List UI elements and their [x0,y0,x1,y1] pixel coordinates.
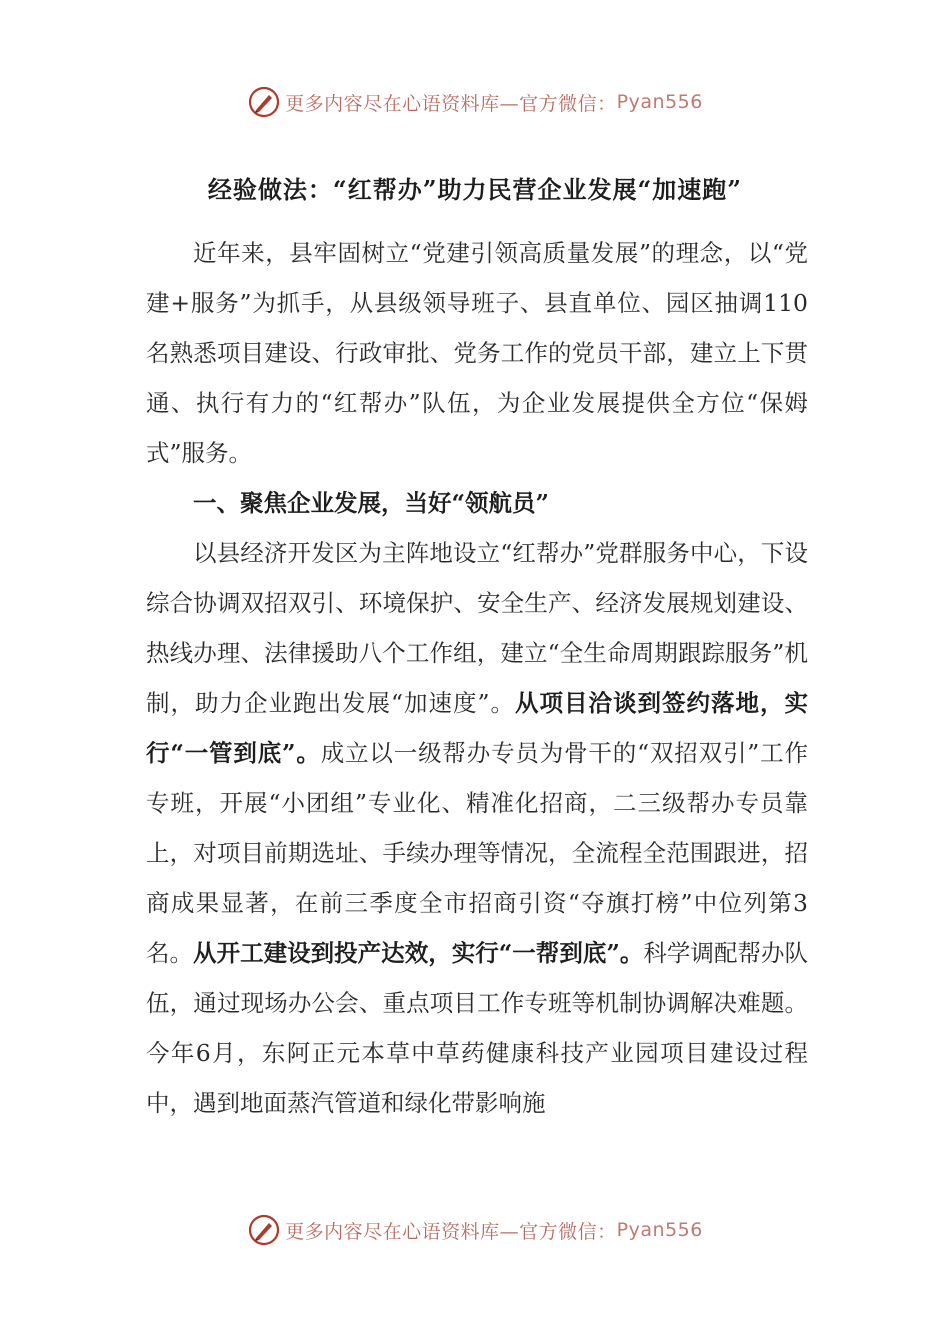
section-1-text-1: 以县经济开发区为主阵地设立“红帮办”党群服务中心，下设综合协调双招双引、环境保护、安全生产、经济发展规划建设、热线办理、法律援助八个工作组，建立“全生命周期跟踪服务”机制，助力企业跑出发展“加速度”。 [146,539,808,717]
pen-circle-logo-icon [247,1213,281,1247]
document-title: 经验做法：“红帮办”助力民营企业发展“加速跑” [207,175,743,204]
section-1-bold-1: 从项目洽谈到签约落地，实行“一管到底”。 [146,689,809,767]
watermark-wechat-id: Pyan556 [616,1219,703,1241]
section-1-text-2: 成立以一级帮办专员为骨干的“双招双引”工作专班，开展“小团组”专业化、精准化招商，二三级帮办专员靠上，对项目前期选址、手续办理等情况，全流程全范围跟进，招商成果显著，在前三季度全市招商引资“夺旗打榜”中位列第3名。 [146,739,808,967]
section-1-bold-2: 从开工建设到投产达效，实行“一帮到底”。 [193,939,644,967]
section-1-paragraph [146,528,808,1128]
document-body [146,228,808,1128]
watermark-banner-top [0,82,950,122]
pen-circle-logo-icon [247,85,281,119]
watermark-text: 更多内容尽在心语资料库—官方微信： [285,1220,617,1243]
section-1-text-3: 科学调配帮办队伍，通过现场办公会、重点项目工作专班等机制协调解决难题。今年6月，东阿正元本草中草药健康科技产业园项目建设过程中，遇到地面蒸汽管道和绿化带影响施 [146,939,809,1117]
watermark-text: 更多内容尽在心语资料库—官方微信： [285,92,617,115]
watermark-wechat-id: Pyan556 [616,91,703,113]
watermark-banner-bottom [0,1210,950,1250]
intro-paragraph: 近年来，县牢固树立“党建引领高质量发展”的理念，以“党建+服务”为抓手，从县级领导班子、县直单位、园区抽调110名熟悉项目建设、行政审批、党务工作的党员干部，建立上下贯通、执行有力的“红帮办”队伍，为企业发展提供全方位“保姆式”服务。 [146,239,808,467]
section-heading-1: 一、聚焦企业发展，当好“领航员” [193,489,550,517]
